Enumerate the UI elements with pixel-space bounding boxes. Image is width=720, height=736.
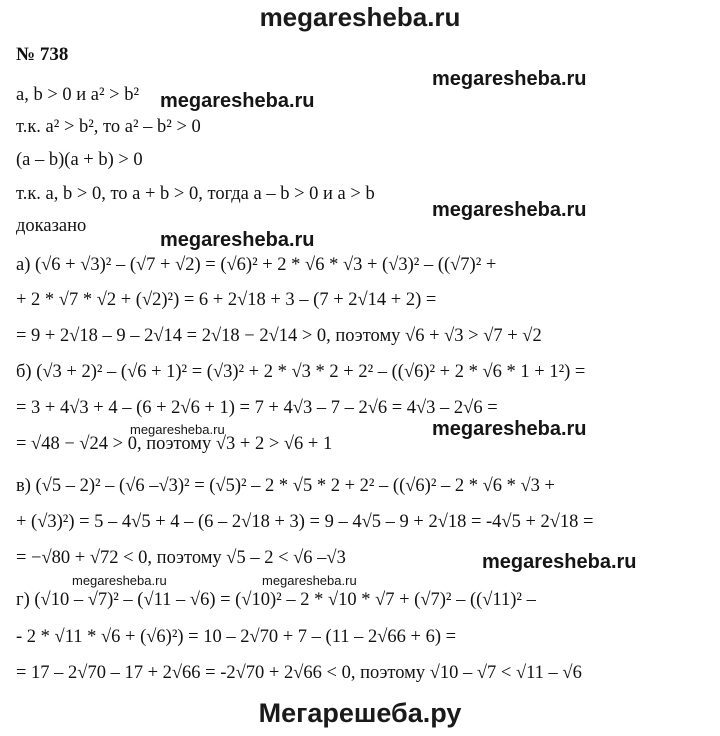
solution-line: = 9 + 2√18 – 9 – 2√14 = 2√18 − 2√14 > 0, поэтому √6 + √3 > √7 + √2 <box>16 326 542 346</box>
solution-line: доказано <box>16 216 87 236</box>
solution-line: т.к. a, b > 0, то a + b > 0, тогда a – b > 0 и a > b <box>16 184 375 204</box>
watermark: megaresheba.ru <box>262 573 357 588</box>
solution-line: (a – b)(a + b) > 0 <box>16 150 143 170</box>
watermark: megaresheba.ru <box>432 68 587 90</box>
solution-line: = √48 − √24 > 0, поэтому √3 + 2 > √6 + 1 <box>16 434 333 454</box>
watermark: megaresheba.ru <box>72 573 167 588</box>
solution-line: б) (√3 + 2)² – (√6 + 1)² = (√3)² + 2 * √3 * 2 + 2² – ((√6)² + 2 * √6 * 1 + 1²) = <box>16 362 586 382</box>
watermark: megaresheba.ru <box>160 90 315 112</box>
solution-line: + (√3)²) = 5 – 4√5 + 4 – (6 – 2√18 + 3) = 9 – 4√5 – 9 + 2√18 = -4√5 + 2√18 = <box>16 512 594 532</box>
watermark: megaresheba.ru <box>130 422 225 437</box>
watermark: megaresheba.ru <box>482 551 637 573</box>
solution-line: + 2 * √7 * √2 + (√2)²) = 6 + 2√18 + 3 – (7 + 2√14 + 2) = <box>16 290 437 310</box>
solution-line: = 17 – 2√70 – 17 + 2√66 = -2√70 + 2√66 < 0, поэтому √10 – √7 < √11 – √6 <box>16 663 582 683</box>
watermark: megaresheba.ru <box>160 229 315 251</box>
site-footer: Мегарешеба.ру <box>258 698 462 728</box>
solution-line: - 2 * √11 * √6 + (√6)²) = 10 – 2√70 + 7 – (11 – 2√66 + 6) = <box>16 627 457 647</box>
problem-number: № 738 <box>16 44 69 65</box>
solution-line: в) (√5 – 2)² – (√6 –√3)² = (√5)² – 2 * √5 * 2 + 2² – ((√6)² – 2 * √6 * √3 + <box>16 476 555 496</box>
solution-line: = −√80 + √72 < 0, поэтому √5 – 2 < √6 –√3 <box>16 548 346 568</box>
watermark: megaresheba.ru <box>432 199 587 221</box>
solution-line: = 3 + 4√3 + 4 – (6 + 2√6 + 1) = 7 + 4√3 – 7 – 2√6 = 4√3 – 2√6 = <box>16 398 498 418</box>
solution-line: т.к. a² > b², то a² – b² > 0 <box>16 117 201 137</box>
site-header: megaresheba.ru <box>259 2 461 32</box>
solution-line: a, b > 0 и a² > b² <box>16 85 140 105</box>
solution-line: г) (√10 – √7)² – (√11 – √6) = (√10)² – 2 * √10 * √7 + (√7)² – ((√11)² – <box>16 590 536 610</box>
solution-line: а) (√6 + √3)² – (√7 + √2) = (√6)² + 2 * √6 * √3 + (√3)² – ((√7)² + <box>16 255 497 275</box>
watermark: megaresheba.ru <box>432 418 587 440</box>
